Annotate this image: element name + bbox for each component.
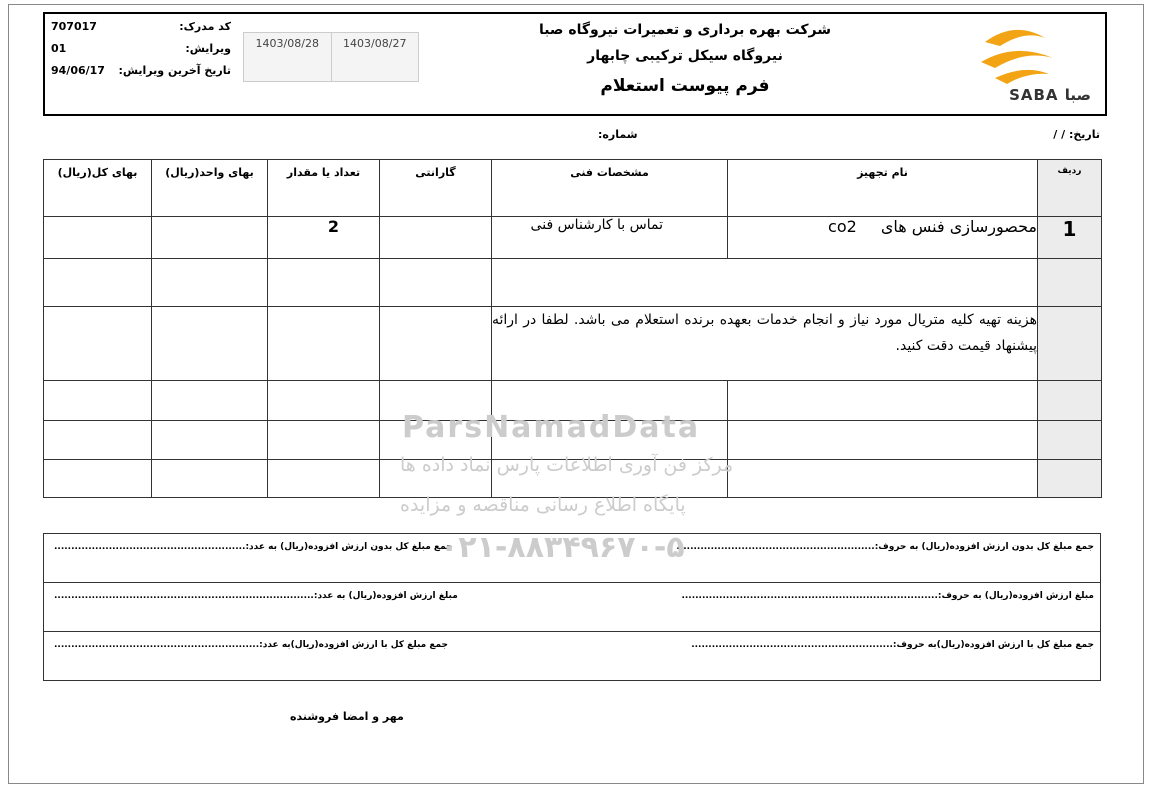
doc-code-label: کد مدرک: xyxy=(179,20,231,33)
total-price-cell[interactable] xyxy=(44,217,152,259)
last-revision-date-label: تاریخ آخرین ویرایش: xyxy=(118,64,231,77)
col-unit-price: بهای واحد(ریال) xyxy=(152,160,268,217)
number-field: شماره: xyxy=(598,128,638,141)
logo-text: SABA صبا xyxy=(1009,86,1091,104)
inquiry-table xyxy=(43,159,1102,498)
total-with-vat-words[interactable]: جمع مبلغ کل با ارزش افزوده(ریال)به حروف:........................................................... xyxy=(691,640,1094,650)
col-warranty: گارانتی xyxy=(380,160,492,217)
col-quantity: تعداد یا مقدار xyxy=(268,160,380,217)
revision-label: ویرایش: xyxy=(185,42,231,55)
date-stamp-box xyxy=(243,32,419,82)
inquiry-note: هزینه تهیه کلیه متریال مورد نیاز و انجام خدمات بعهده برنده استعلام می باشد. لطفا در ارائه پیشنهاد قیمت دقت کنید. xyxy=(492,307,1038,381)
col-row-number: ردیف xyxy=(1038,160,1102,217)
form-header xyxy=(43,12,1107,116)
vat-amount-number[interactable]: مبلغ ارزش افزوده(ریال) به عدد:............................................................................ xyxy=(54,591,458,601)
equipment-tag: co2 xyxy=(828,217,857,236)
equipment-name: محصورسازی فنس های xyxy=(880,217,1037,236)
col-technical-spec: مشخصات فنی xyxy=(492,160,728,217)
total-with-vat-row xyxy=(44,631,1100,680)
unit-price-cell[interactable] xyxy=(152,217,268,259)
revision-value: 01 xyxy=(51,42,67,55)
date-stamp-2: 1403/08/28 xyxy=(244,33,332,81)
vat-amount-row xyxy=(44,582,1100,631)
plant-name: نیروگاه سیکل ترکیبی چابهار xyxy=(587,48,783,64)
total-with-vat-number[interactable]: جمع مبلغ کل با ارزش افزوده(ریال)به عدد:............................................................ xyxy=(54,640,449,650)
company-name: شرکت بهره برداری و تعمیرات نیروگاه صبا xyxy=(538,22,832,38)
watermark-brand: ParsNamadData xyxy=(402,410,701,445)
table-row xyxy=(44,259,1102,307)
date-stamp-1: 1403/08/27 xyxy=(343,37,407,50)
technical-spec-cell: تماس با کارشناس فنی xyxy=(492,217,728,259)
col-equipment-name: نام تجهیز xyxy=(728,160,1038,217)
last-revision-date-value: 94/06/17 xyxy=(51,64,105,77)
watermark-company: مرکز فن آوری اطلاعات پارس نماد داده ها xyxy=(400,454,734,476)
total-without-vat-words[interactable]: جمع مبلغ کل بدون ارزش افزوده(ریال) به حروف:.......................................................... xyxy=(676,542,1094,552)
totals-section xyxy=(43,533,1101,681)
warranty-cell[interactable] xyxy=(380,217,492,259)
quantity-cell: 2 xyxy=(268,217,380,259)
table-row xyxy=(44,421,1102,460)
table-row xyxy=(44,460,1102,498)
equipment-name-cell xyxy=(728,217,1038,259)
watermark-tender: پایگاه اطلاع رسانی مناقصه و مزایده xyxy=(400,494,686,516)
watermark-phone: ۰۲۱-۸۸۳۴۹۶۷۰-۵ xyxy=(440,530,685,565)
table-row xyxy=(44,381,1102,421)
vat-amount-words[interactable]: مبلغ ارزش افزوده(ریال) به حروف:........................................................................... xyxy=(681,591,1094,601)
table-header-row xyxy=(44,160,1102,217)
seller-seal-signature: مهر و امضا فروشنده xyxy=(290,710,404,723)
total-without-vat-row xyxy=(44,533,1100,582)
total-without-vat-number[interactable]: جمع مبلغ کل بدون ارزش افزوده(ریال) به عدد:........................................................ xyxy=(54,542,453,552)
row-number: 1 xyxy=(1038,217,1102,259)
date-field: تاریخ: / / xyxy=(1053,128,1100,141)
form-title: فرم پیوست استعلام xyxy=(600,76,770,96)
table-row xyxy=(44,217,1102,259)
doc-code-value: 707017 xyxy=(51,20,97,33)
col-total-price: بهای کل(ریال) xyxy=(44,160,152,217)
table-row xyxy=(44,307,1102,381)
document-meta xyxy=(51,20,231,86)
header-titles xyxy=(485,14,885,96)
